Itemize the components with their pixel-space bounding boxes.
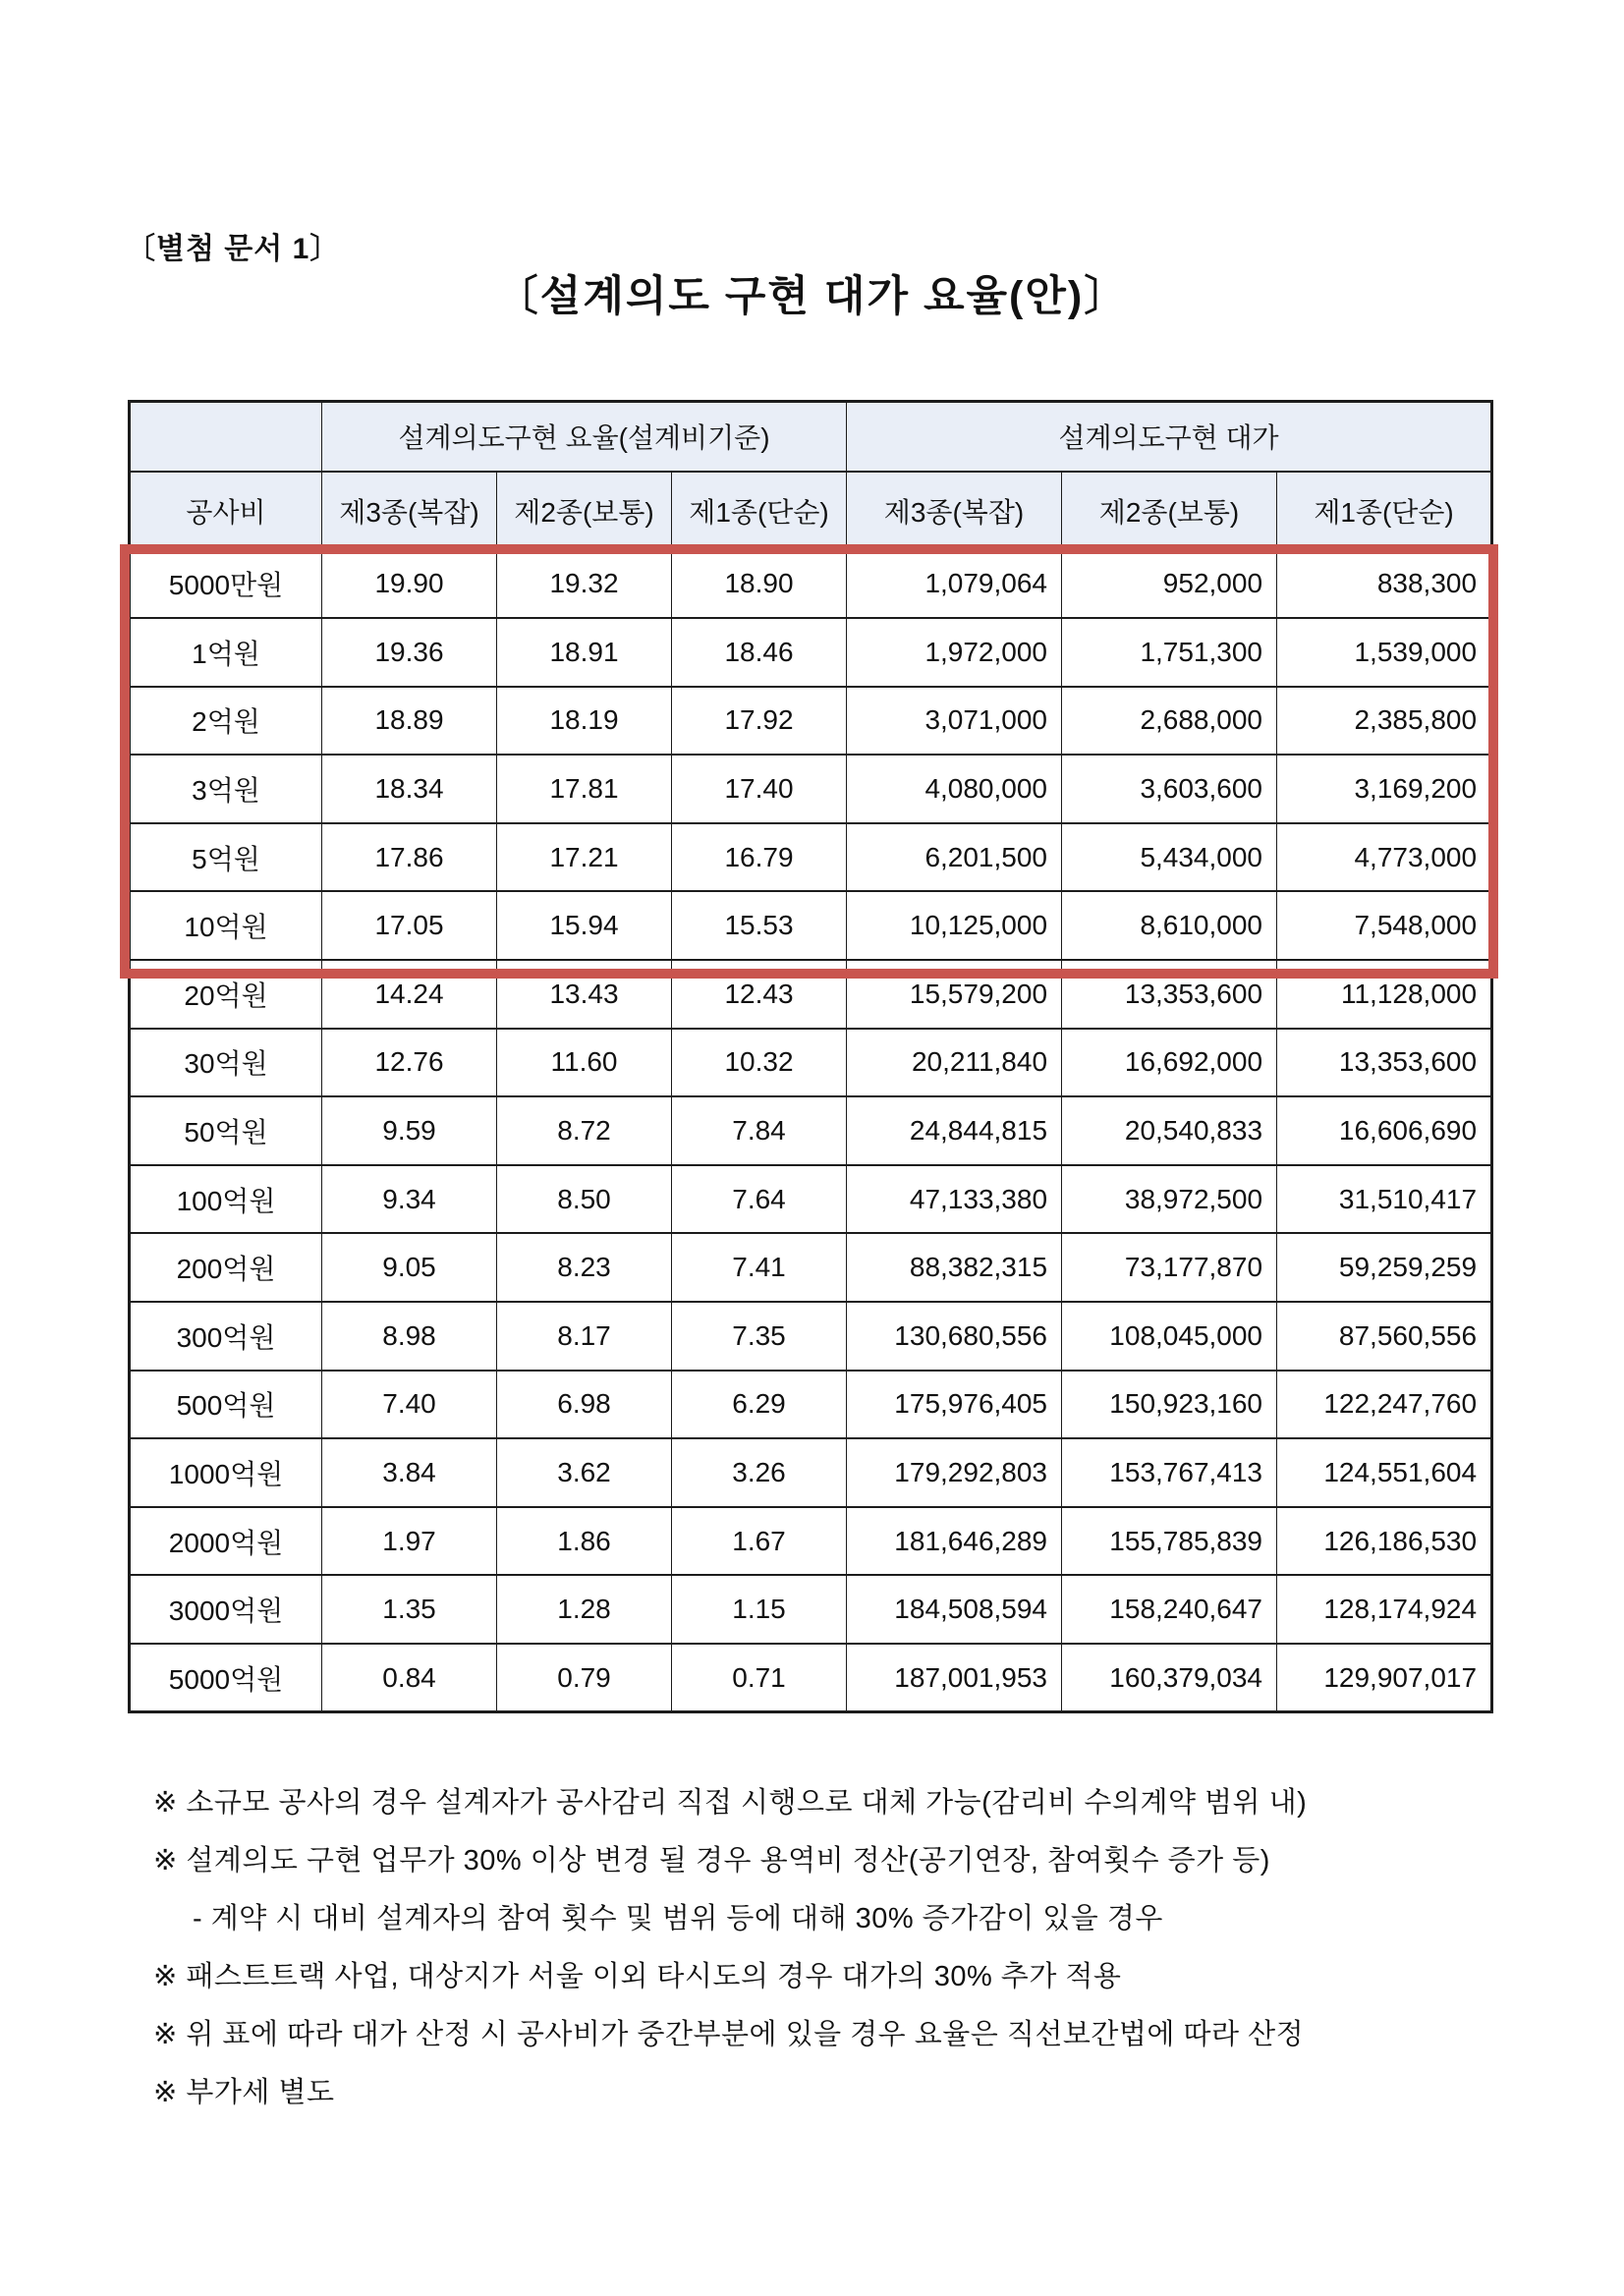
fee-cell-0: 47,133,380: [847, 1165, 1062, 1234]
cost-cell: 1000억원: [130, 1438, 322, 1507]
rate-cell-1: 6.98: [497, 1371, 672, 1439]
rate-cell-2: 10.32: [672, 1029, 847, 1097]
fee-cell-2: 7,548,000: [1277, 891, 1492, 960]
rate-cell-2: 18.90: [672, 550, 847, 619]
rate-cell-0: 9.34: [322, 1165, 497, 1234]
cost-cell: 3000억원: [130, 1575, 322, 1644]
fee-cell-0: 88,382,315: [847, 1233, 1062, 1302]
column-header-cell-2: 제2종(보통): [497, 472, 672, 550]
fee-table-wrap: [128, 400, 1490, 1713]
fee-cell-2: 126,186,530: [1277, 1507, 1492, 1576]
table-row: [130, 1029, 1492, 1097]
rate-cell-1: 11.60: [497, 1029, 672, 1097]
fee-cell-2: 838,300: [1277, 550, 1492, 619]
table-row: [130, 1575, 1492, 1644]
fee-cell-2: 129,907,017: [1277, 1644, 1492, 1712]
fee-cell-2: 16,606,690: [1277, 1096, 1492, 1165]
rate-cell-1: 15.94: [497, 891, 672, 960]
cost-cell: 5000만원: [130, 550, 322, 619]
fee-cell-1: 108,045,000: [1062, 1302, 1277, 1371]
fee-cell-0: 187,001,953: [847, 1644, 1062, 1712]
column-header-cell-3: 제1종(단순): [672, 472, 847, 550]
fee-cell-2: 3,169,200: [1277, 755, 1492, 823]
cost-cell: 200억원: [130, 1233, 322, 1302]
fee-cell-1: 20,540,833: [1062, 1096, 1277, 1165]
fee-cell-0: 6,201,500: [847, 823, 1062, 892]
fee-cell-2: 124,551,604: [1277, 1438, 1492, 1507]
rate-cell-0: 8.98: [322, 1302, 497, 1371]
fee-cell-0: 1,972,000: [847, 618, 1062, 687]
fee-cell-1: 952,000: [1062, 550, 1277, 619]
fee-cell-2: 2,385,800: [1277, 687, 1492, 756]
rate-cell-2: 1.67: [672, 1507, 847, 1576]
group-header-cell-0: [130, 402, 322, 472]
rate-cell-0: 0.84: [322, 1644, 497, 1712]
rate-cell-1: 1.86: [497, 1507, 672, 1576]
table-row: [130, 1302, 1492, 1371]
fee-cell-2: 122,247,760: [1277, 1371, 1492, 1439]
fee-cell-1: 160,379,034: [1062, 1644, 1277, 1712]
fee-table-head: [130, 402, 1492, 550]
rate-cell-0: 1.35: [322, 1575, 497, 1644]
table-row-highlighted: [130, 687, 1492, 756]
fee-cell-2: 128,174,924: [1277, 1575, 1492, 1644]
cost-cell: 2000억원: [130, 1507, 322, 1576]
fee-cell-2: 11,128,000: [1277, 960, 1492, 1029]
note-line-1: ※ 설계의도 구현 업무가 30% 이상 변경 될 경우 용역비 정산(공기연장, 참여횟수 증가 등): [153, 1845, 1270, 1876]
group-header-row: [130, 402, 1492, 472]
table-row: [130, 1438, 1492, 1507]
fee-table: [128, 400, 1493, 1713]
fee-cell-1: 150,923,160: [1062, 1371, 1277, 1439]
table-row-highlighted: [130, 891, 1492, 960]
note-line-0: ※ 소규모 공사의 경우 설계자가 공사감리 직접 시행으로 대체 가능(감리비 수의계약 범위 내): [153, 1787, 1308, 1819]
rate-cell-0: 12.76: [322, 1029, 497, 1097]
cost-cell: 100억원: [130, 1165, 322, 1234]
notes-section: [153, 1786, 1548, 2134]
fee-cell-2: 59,259,259: [1277, 1233, 1492, 1302]
rate-cell-2: 7.41: [672, 1233, 847, 1302]
rate-cell-1: 1.28: [497, 1575, 672, 1644]
rate-cell-2: 16.79: [672, 823, 847, 892]
cost-cell: 2억원: [130, 687, 322, 756]
rate-cell-0: 17.05: [322, 891, 497, 960]
rate-cell-2: 18.46: [672, 618, 847, 687]
note-line-3: ※ 패스트트랙 사업, 대상지가 서울 이외 타시도의 경우 대가의 30% 추가 적용: [153, 1961, 1122, 1992]
rate-cell-0: 19.36: [322, 618, 497, 687]
cost-cell: 5억원: [130, 823, 322, 892]
table-row-highlighted: [130, 823, 1492, 892]
rate-cell-1: 18.91: [497, 618, 672, 687]
rate-cell-2: 12.43: [672, 960, 847, 1029]
fee-cell-1: 8,610,000: [1062, 891, 1277, 960]
cost-cell: 500억원: [130, 1371, 322, 1439]
rate-cell-0: 17.86: [322, 823, 497, 892]
note-line-4: ※ 위 표에 따라 대가 산정 시 공사비가 중간부분에 있을 경우 요율은 직선보간법에 따라 산정: [153, 2019, 1305, 2050]
rate-cell-1: 3.62: [497, 1438, 672, 1507]
rate-cell-0: 9.59: [322, 1096, 497, 1165]
rate-cell-1: 8.72: [497, 1096, 672, 1165]
fee-cell-0: 181,646,289: [847, 1507, 1062, 1576]
doc-label: 〔별첨 문서 1〕: [126, 233, 341, 265]
rate-cell-1: 19.32: [497, 550, 672, 619]
rate-cell-2: 6.29: [672, 1371, 847, 1439]
rate-cell-1: 18.19: [497, 687, 672, 756]
rate-cell-0: 9.05: [322, 1233, 497, 1302]
fee-cell-1: 13,353,600: [1062, 960, 1277, 1029]
fee-cell-2: 87,560,556: [1277, 1302, 1492, 1371]
column-header-cell-0: 공사비: [130, 472, 322, 550]
table-row: [130, 1165, 1492, 1234]
fee-cell-1: 158,240,647: [1062, 1575, 1277, 1644]
cost-cell: 10억원: [130, 891, 322, 960]
rate-cell-2: 0.71: [672, 1644, 847, 1712]
fee-cell-0: 4,080,000: [847, 755, 1062, 823]
rate-cell-2: 3.26: [672, 1438, 847, 1507]
page-title: 〔설계의도 구현 대가 요율(안)〕: [495, 273, 1129, 320]
rate-cell-1: 0.79: [497, 1644, 672, 1712]
rate-cell-0: 18.89: [322, 687, 497, 756]
fee-cell-0: 3,071,000: [847, 687, 1062, 756]
rate-cell-2: 7.84: [672, 1096, 847, 1165]
rate-cell-1: 8.17: [497, 1302, 672, 1371]
table-row-highlighted: [130, 618, 1492, 687]
fee-cell-1: 1,751,300: [1062, 618, 1277, 687]
rate-cell-0: 18.34: [322, 755, 497, 823]
fee-cell-2: 4,773,000: [1277, 823, 1492, 892]
fee-table-body: [130, 550, 1492, 1712]
fee-cell-1: 73,177,870: [1062, 1233, 1277, 1302]
table-row-highlighted: [130, 550, 1492, 619]
cost-cell: 20억원: [130, 960, 322, 1029]
cost-cell: 3억원: [130, 755, 322, 823]
fee-cell-1: 2,688,000: [1062, 687, 1277, 756]
rate-cell-1: 13.43: [497, 960, 672, 1029]
table-row: [130, 1096, 1492, 1165]
fee-cell-0: 1,079,064: [847, 550, 1062, 619]
rate-cell-2: 7.35: [672, 1302, 847, 1371]
rate-cell-1: 17.21: [497, 823, 672, 892]
fee-cell-0: 184,508,594: [847, 1575, 1062, 1644]
rate-cell-1: 8.23: [497, 1233, 672, 1302]
rate-cell-1: 8.50: [497, 1165, 672, 1234]
column-header-cell-5: 제2종(보통): [1062, 472, 1277, 550]
column-header-cell-4: 제3종(복잡): [847, 472, 1062, 550]
table-row: [130, 1233, 1492, 1302]
rate-cell-2: 17.40: [672, 755, 847, 823]
fee-cell-1: 155,785,839: [1062, 1507, 1277, 1576]
rate-cell-1: 17.81: [497, 755, 672, 823]
table-row: [130, 1644, 1492, 1712]
fee-cell-0: 24,844,815: [847, 1096, 1062, 1165]
column-header-cell-1: 제3종(복잡): [322, 472, 497, 550]
fee-cell-2: 1,539,000: [1277, 618, 1492, 687]
column-header-row: [130, 472, 1492, 550]
fee-cell-0: 179,292,803: [847, 1438, 1062, 1507]
group-header-cell-1: 설계의도구현 요율(설계비기준): [322, 402, 847, 472]
fee-cell-1: 5,434,000: [1062, 823, 1277, 892]
cost-cell: 30억원: [130, 1029, 322, 1097]
fee-cell-0: 10,125,000: [847, 891, 1062, 960]
table-row-highlighted: [130, 755, 1492, 823]
fee-cell-2: 31,510,417: [1277, 1165, 1492, 1234]
rate-cell-2: 15.53: [672, 891, 847, 960]
fee-cell-0: 130,680,556: [847, 1302, 1062, 1371]
rate-cell-2: 7.64: [672, 1165, 847, 1234]
table-row: [130, 1371, 1492, 1439]
rate-cell-2: 1.15: [672, 1575, 847, 1644]
fee-cell-1: 3,603,600: [1062, 755, 1277, 823]
cost-cell: 50억원: [130, 1096, 322, 1165]
group-header-cell-2: 설계의도구현 대가: [847, 402, 1492, 472]
note-line-2: - 계약 시 대비 설계자의 참여 횟수 및 범위 등에 대해 30% 증가감이 있을 경우: [193, 1903, 1163, 1934]
fee-cell-0: 175,976,405: [847, 1371, 1062, 1439]
rate-cell-0: 19.90: [322, 550, 497, 619]
cost-cell: 1억원: [130, 618, 322, 687]
rate-cell-0: 14.24: [322, 960, 497, 1029]
table-row: [130, 1507, 1492, 1576]
rate-cell-0: 3.84: [322, 1438, 497, 1507]
fee-cell-1: 153,767,413: [1062, 1438, 1277, 1507]
rate-cell-2: 17.92: [672, 687, 847, 756]
fee-cell-0: 20,211,840: [847, 1029, 1062, 1097]
column-header-cell-6: 제1종(단순): [1277, 472, 1492, 550]
cost-cell: 5000억원: [130, 1644, 322, 1712]
fee-cell-0: 15,579,200: [847, 960, 1062, 1029]
cost-cell: 300억원: [130, 1302, 322, 1371]
rate-cell-0: 7.40: [322, 1371, 497, 1439]
fee-cell-2: 13,353,600: [1277, 1029, 1492, 1097]
table-row: [130, 960, 1492, 1029]
note-line-5: ※ 부가세 별도: [153, 2077, 335, 2108]
fee-cell-1: 38,972,500: [1062, 1165, 1277, 1234]
fee-cell-1: 16,692,000: [1062, 1029, 1277, 1097]
rate-cell-0: 1.97: [322, 1507, 497, 1576]
